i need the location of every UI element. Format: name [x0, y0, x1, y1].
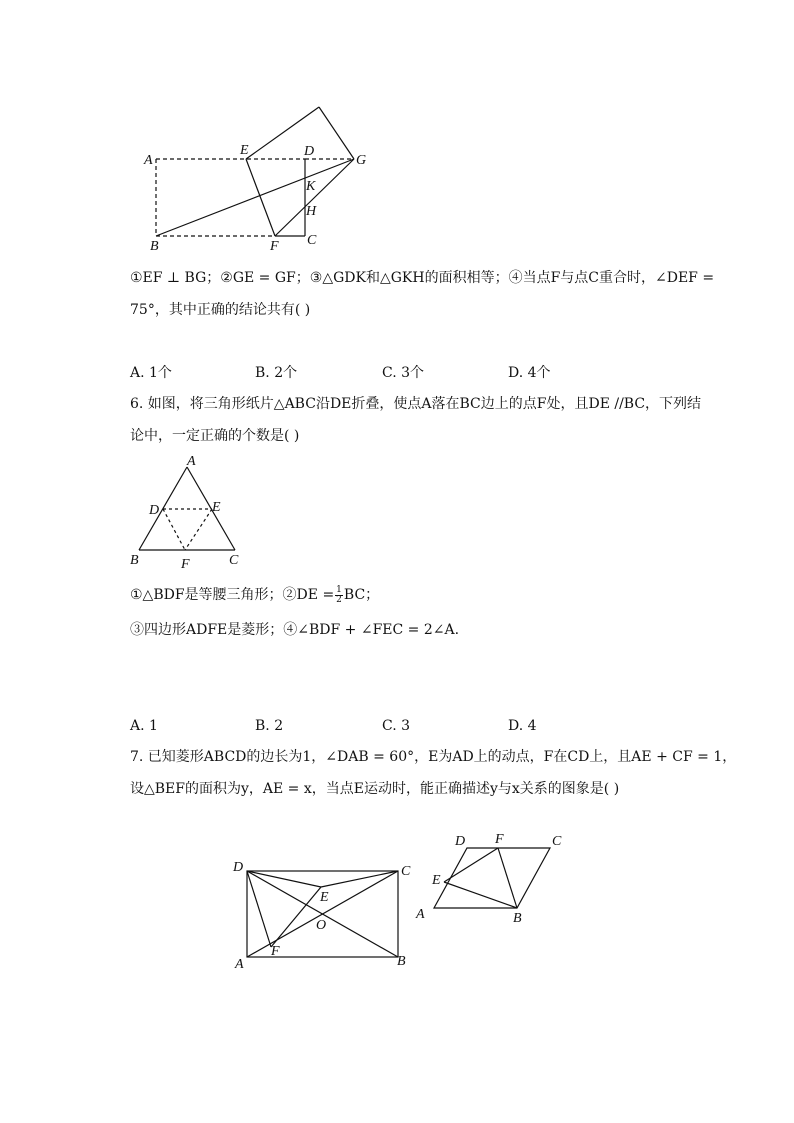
q5-option-a: A. 1个 — [130, 365, 172, 381]
label-f: F — [270, 239, 279, 254]
q5-line1: ①EF ⊥ BG；②GE = GF；③△GDK和△GKH的面积相等；④当点F与点C重合时，∠DEF = — [130, 270, 715, 286]
rect-label-b: B — [397, 954, 406, 969]
q5-option-b: B. 2个 — [255, 365, 298, 381]
q7-line2: 设△BEF的面积为y，AE = x，当点E运动时，能正确描述y与x关系的图象是( ) — [130, 781, 620, 797]
tri-label-b: B — [130, 553, 139, 568]
q6-option-d: D. 4 — [508, 718, 537, 734]
figure-rhombus — [410, 828, 570, 928]
q6-statement-2: ③四边形ADFE是菱形；④∠BDF + ∠FEC = 2∠A. — [130, 622, 460, 638]
rhombus-label-b: B — [513, 911, 522, 926]
q6-statement-1b: BC； — [343, 587, 380, 603]
label-d: D — [304, 144, 315, 159]
figure-square-rectangle — [130, 100, 390, 260]
q6-option-a: A. 1 — [130, 718, 158, 734]
label-c: C — [307, 233, 317, 248]
rhombus-label-e: E — [432, 873, 441, 888]
rect-label-c: C — [401, 864, 411, 879]
q6-line1: 6. 如图，将三角形纸片△ABC沿DE折叠，使点A落在BC边上的点F处，且DE //BC，下列结 — [130, 396, 702, 412]
rect-label-o: O — [316, 918, 327, 933]
rect-label-d: D — [233, 860, 244, 875]
q6-option-b: B. 2 — [255, 718, 284, 734]
tri-label-e: E — [212, 500, 221, 515]
rect-label-e: E — [320, 890, 329, 905]
q6-option-c: C. 3 — [382, 718, 411, 734]
q6-line2: 论中，一定正确的个数是( ) — [130, 428, 300, 444]
q6-statement-1 — [130, 585, 379, 605]
rhombus-label-a: A — [416, 907, 425, 922]
label-a: A — [144, 153, 153, 168]
label-h: H — [306, 204, 317, 219]
tri-label-a: A — [187, 454, 196, 469]
rhombus-label-f: F — [495, 832, 504, 847]
q7-line1: 7. 已知菱形ABCD的边长为1，∠DAB = 60°，E为AD上的动点，F在CD上，且AE + CF = 1， — [130, 749, 737, 765]
tri-label-d: D — [149, 503, 160, 518]
label-g: G — [356, 153, 367, 168]
q5-option-c: C. 3个 — [382, 365, 425, 381]
q6-statement-1a: ①△BDF是等腰三角形；②DE = — [130, 587, 335, 603]
tri-label-c: C — [229, 553, 239, 568]
figure-rectangle-diagonals — [225, 855, 420, 970]
rect-label-f: F — [271, 944, 280, 959]
rhombus-label-d: D — [455, 834, 466, 849]
label-k: K — [306, 179, 316, 194]
label-e: E — [240, 143, 249, 158]
q5-line2: 75°，其中正确的结论共有( ) — [130, 302, 311, 318]
rhombus-label-c: C — [552, 834, 562, 849]
q5-option-d: D. 4个 — [508, 365, 551, 381]
tri-label-f: F — [181, 557, 190, 572]
rect-label-a: A — [235, 957, 244, 970]
fraction-one-half — [335, 586, 343, 605]
fraction-denominator: 2 — [336, 594, 342, 605]
label-b: B — [150, 239, 159, 254]
figure-triangle-fold — [125, 450, 255, 575]
fraction-numerator: 1 — [336, 584, 342, 595]
